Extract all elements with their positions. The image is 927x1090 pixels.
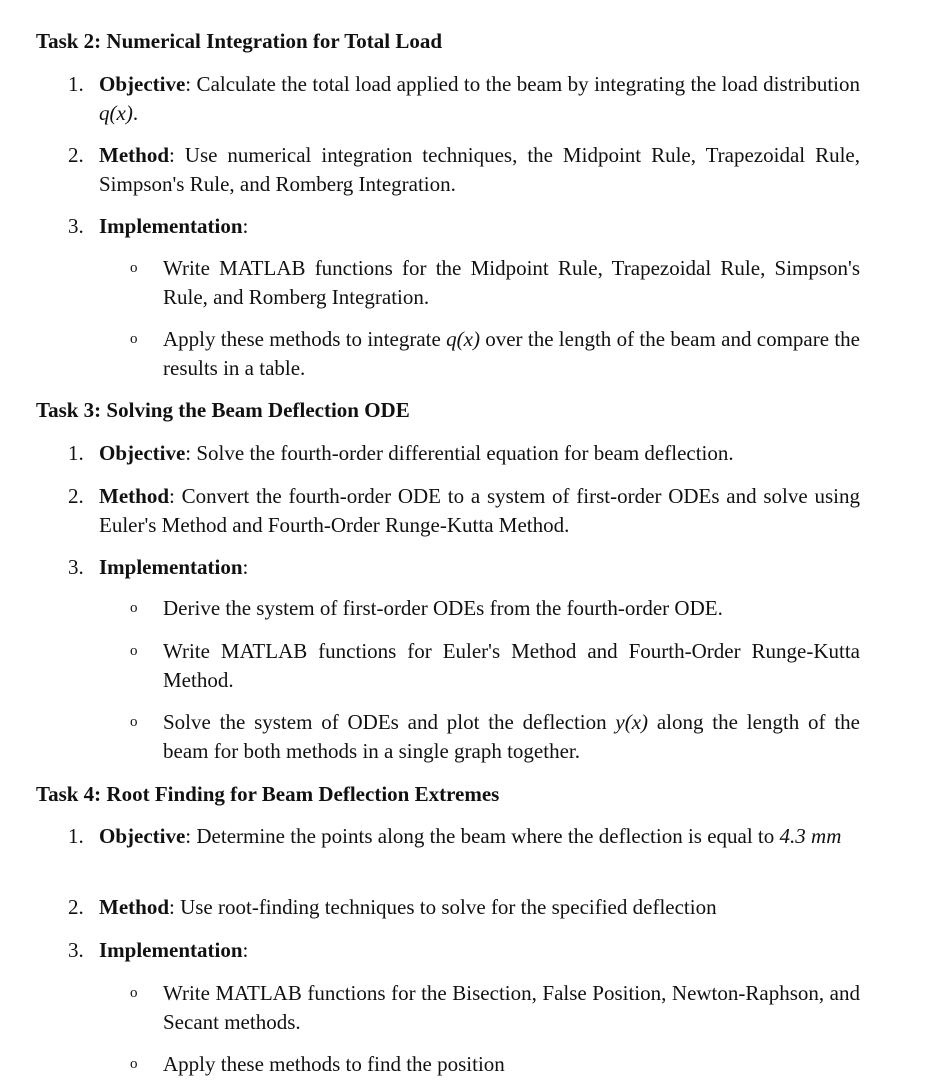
math-expression: q(x): [99, 101, 133, 125]
task-3-sub-2: [36, 637, 860, 695]
sub-text: Apply these methods to find the position: [163, 1052, 505, 1076]
list-number: 1.: [68, 441, 84, 465]
task-4-objective: [36, 822, 860, 851]
task-2-title: Task 2: Numerical Integration for Total Load: [36, 29, 443, 53]
sub-text: Solve the system of ODEs and plot the deflection: [163, 710, 616, 734]
math-expression: q(x): [446, 327, 480, 351]
item-label: Objective: [99, 441, 186, 465]
task-3-sub-1: [36, 594, 860, 623]
item-text: : Solve the fourth-order differential equation for beam deflection.: [185, 441, 734, 465]
sub-text: Write MATLAB functions for Euler's Method and Fourth-Order Runge-Kutta Method.: [163, 639, 860, 692]
bullet-icon: o: [130, 714, 138, 730]
task-3-title: Task 3: Solving the Beam Deflection ODE: [36, 398, 410, 422]
item-text: : Use root-finding techniques to solve for the specified deflection: [169, 895, 717, 919]
task-2-sub-2: [36, 325, 860, 383]
item-text-end: .: [132, 101, 139, 125]
sub-text-end: over the length of the beam and compare the results in a table.: [163, 327, 860, 380]
math-expression: 4.3 mm: [779, 824, 842, 848]
task-3-method: [36, 482, 860, 540]
sub-text-end: along the length of the beam for both methods in a single graph together.: [163, 710, 860, 763]
item-text: :: [242, 938, 249, 962]
task-4-sub-2: [36, 1050, 860, 1079]
item-label: Implementation: [99, 938, 243, 962]
item-text: :: [242, 214, 249, 238]
list-number: 2.: [68, 143, 84, 167]
task-3-sub-3: [36, 708, 860, 766]
bullet-icon: o: [130, 260, 138, 276]
task-2-method: [36, 141, 860, 199]
sub-text: Apply these methods to integrate: [163, 327, 447, 351]
task-2-objective: [36, 70, 860, 128]
task-2-implementation: [36, 212, 860, 241]
sub-text: Write MATLAB functions for the Midpoint Rule, Trapezoidal Rule, Simpson's Rule, and Romberg Integration.: [163, 256, 860, 309]
task-4-sub-1: [36, 979, 860, 1037]
list-number: 3.: [68, 555, 84, 579]
task-4-implementation: [36, 936, 860, 965]
item-label: Implementation: [99, 214, 243, 238]
list-number: 3.: [68, 938, 84, 962]
list-number: 2.: [68, 895, 84, 919]
task-2-sub-1: [36, 254, 860, 312]
math-expression: y(x): [615, 710, 649, 734]
item-label: Objective: [99, 824, 186, 848]
task-3-objective: [36, 439, 860, 468]
list-number: 1.: [68, 824, 84, 848]
item-label: Implementation: [99, 555, 243, 579]
task-3-implementation: [36, 553, 860, 582]
item-label: Method: [99, 895, 169, 919]
list-number: 3.: [68, 214, 84, 238]
item-label: Objective: [99, 72, 186, 96]
list-number: 1.: [68, 72, 84, 96]
bullet-icon: o: [130, 1056, 138, 1072]
item-text: :: [242, 555, 249, 579]
item-text: : Determine the points along the beam where the deflection is equal to: [185, 824, 780, 848]
list-number: 2.: [68, 484, 84, 508]
bullet-icon: o: [130, 331, 138, 347]
sub-text: Derive the system of first-order ODEs from the fourth-order ODE.: [163, 596, 723, 620]
sub-text: Write MATLAB functions for the Bisection, False Position, Newton-Raphson, and Secant methods.: [163, 981, 860, 1034]
item-label: Method: [99, 484, 169, 508]
task-4-method: [36, 893, 860, 922]
bullet-icon: o: [130, 600, 138, 616]
item-text: : Use numerical integration techniques, the Midpoint Rule, Trapezoidal Rule, Simpson's Rule, and Romberg Integration.: [99, 143, 860, 196]
bullet-icon: o: [130, 985, 138, 1001]
item-text: : Calculate the total load applied to the beam by integrating the load distribution: [185, 72, 860, 96]
item-text: : Convert the fourth-order ODE to a system of first-order ODEs and solve using Euler's Method and Fourth-Order Runge-Kutta Method.: [99, 484, 860, 537]
item-label: Method: [99, 143, 169, 167]
bullet-icon: o: [130, 643, 138, 659]
task-4-title: Task 4: Root Finding for Beam Deflection Extremes: [36, 782, 500, 806]
